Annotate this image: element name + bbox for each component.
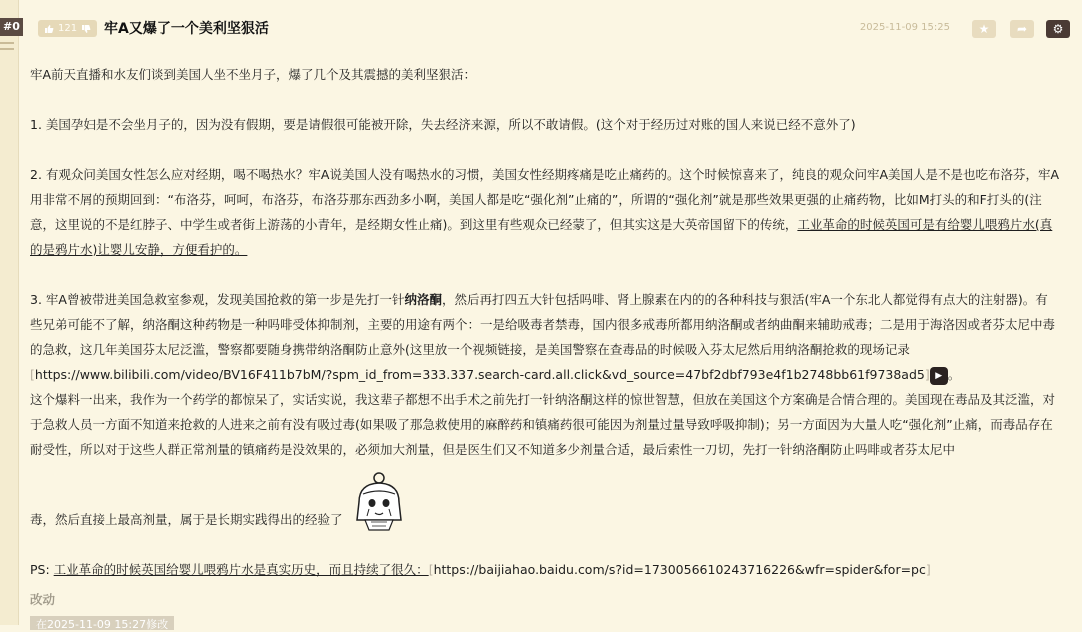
paragraph-3-text-b: ，然后再打四五大针包括吗啡、肾上腺素在内的的各种科技与狠活(牢A一个东北人都觉得有点大的注射器)。有些兄弟可能不了解，纳洛酮这种药物是一种吗啡受体抑制剂，主要的用途有两个：一是给吸毒者禁毒，国内很多戒毒所都用纳洛酮或者纳曲酮来辅助戒毒；二是用于海洛因或者芬太尼中毒的急救，这几年美国芬太尼泛滥，警察都要随身携带纳洛酮防止意外(这里放一个视频链接，是美国警察在查毒品的时候吸入芬太尼然后用纳洛酮抢救的现场记录 (30, 292, 1056, 357)
post-timestamp: 2025-11-09 15:25 (859, 22, 950, 33)
share-button[interactable] (1010, 20, 1034, 38)
link-bracket-open: [ (428, 562, 434, 577)
paragraph-3-end: 。 (947, 367, 961, 382)
paragraph-2 (30, 162, 1060, 262)
floor-column (0, 0, 19, 625)
link-bracket-close: ] (924, 367, 930, 382)
paragraph-4-end-text: 毒，然后直接上最高剂量，属于是长期实践得出的经验了 (30, 512, 343, 527)
video-play-button[interactable] (930, 367, 948, 385)
paragraph-3 (30, 287, 1060, 387)
link-bracket-close: ] (925, 562, 931, 577)
floor-divider (0, 42, 14, 44)
paragraph-2-underlined: 工业革命的时候英国可是有给婴儿喂鸦片水(真的是鸦片水)让婴儿安静，方便看护的。 (30, 217, 1053, 257)
post-body (30, 62, 1060, 607)
intro-paragraph: 牢A前天直播和水友们谈到美国人坐不坐月子，爆了几个及其震撼的美利坚狠活： (30, 67, 477, 82)
edit-history-entry: 在2025-11-09 15:27修改 (30, 616, 174, 630)
crying-girl-sticker (345, 472, 413, 532)
post-title: 牢A又爆了一个美利坚狠活 (104, 21, 269, 37)
edit-history-label: 改动 (30, 592, 56, 607)
paragraph-4: 这个爆料一出来，我作为一个药学的都惊呆了，实话实说，我这辈子都想不出手术之前先打一针纳洛酮这样的惊世智慧，但放在美国这个方案确是合情合理的。美国现在毒品及其泛滥，对于急救人员一方面不知道来抢救的人进来之前有没有吸过毒(如果吸了那急救使用的麻醉药和镇痛药很可能因为剂量过量导致呼吸抑制)；另一方面因为大量人吃“强化剂”止痛，而毒品存在耐受性，所以对于这些人群正常剂量的镇痛药是没效果的，必须加大剂量，但是医生们又不知道多少剂量合适，最后索性一刀切，先打一针纳洛酮防止吗啡或者芬太尼中 (30, 392, 1056, 457)
link-bracket-open: [ (30, 367, 35, 382)
star-icon: ★ (978, 22, 990, 36)
like-button[interactable] (38, 20, 97, 37)
floor-number: #0 (0, 18, 23, 36)
paragraph-1: 1. 美国孕妇是不会坐月子的，因为没有假期，要是请假很可能被开除，失去经济来源，所以不敢请假。(这个对于经历过对账的国人来说已经不意外了) (30, 117, 856, 132)
share-icon: ➦ (1016, 22, 1028, 36)
paragraph-4-end (30, 472, 1060, 532)
like-count: 121 (58, 23, 78, 34)
paragraph-3-bold: 纳洛酮 (404, 292, 442, 307)
settings-button[interactable] (1046, 20, 1070, 38)
bilibili-link[interactable]: https://www.bilibili.com/video/BV16F411b7bM/?spm_id_from=333.337.search-card.all.click&vd_source=47bf2dbf793e4f1b2748bb61f9738ad5 (34, 367, 925, 382)
floor-divider (0, 48, 14, 50)
thumbs-up-icon (44, 24, 54, 34)
baijiahao-link[interactable]: https://baijiahao.baidu.com/s?id=1730056610243716226&wfr=spider&for=pc (433, 562, 926, 577)
paragraph-3-text-a: 3. 牢A曾被带进美国急救室参观，发现美国抢救的第一步是先打一针 (30, 292, 405, 307)
ps-paragraph (30, 557, 1060, 582)
gear-icon: ⚙ (1052, 22, 1064, 36)
favorite-button[interactable] (972, 20, 996, 38)
ps-label: PS: (30, 562, 54, 577)
thumbs-down-icon[interactable] (81, 24, 91, 34)
paragraph-2-text: 2. 有观众问美国女性怎么应对经期，喝不喝热水？牢A说美国人没有喝热水的习惯，美国女性经期疼痛是吃止痛药的。这个时候惊喜来了，纯良的观众问牢A美国人是不是也吃布洛芬，牢A用非常不屑的预期回到：“布洛芬，呵呵，布洛芬，布洛芬那东西劲多小啊，美国人都是吃“强化剂”止痛的”，所谓的“强化剂”就是那些效果更强的止痛药物，比如M打头的和F打头的(注意，这里说的不是红脖子、中学生或者街上游荡的小青年，是经期女性止痛)。到这里有些观众已经蒙了，但其实这是大英帝国留下的传统， (30, 167, 1060, 232)
ps-underlined: 工业革命的时候英国给婴儿喂鸦片水是真实历史，而且持续了很久： (53, 562, 429, 577)
play-icon: ▶ (935, 370, 943, 381)
post-header (28, 14, 1072, 46)
